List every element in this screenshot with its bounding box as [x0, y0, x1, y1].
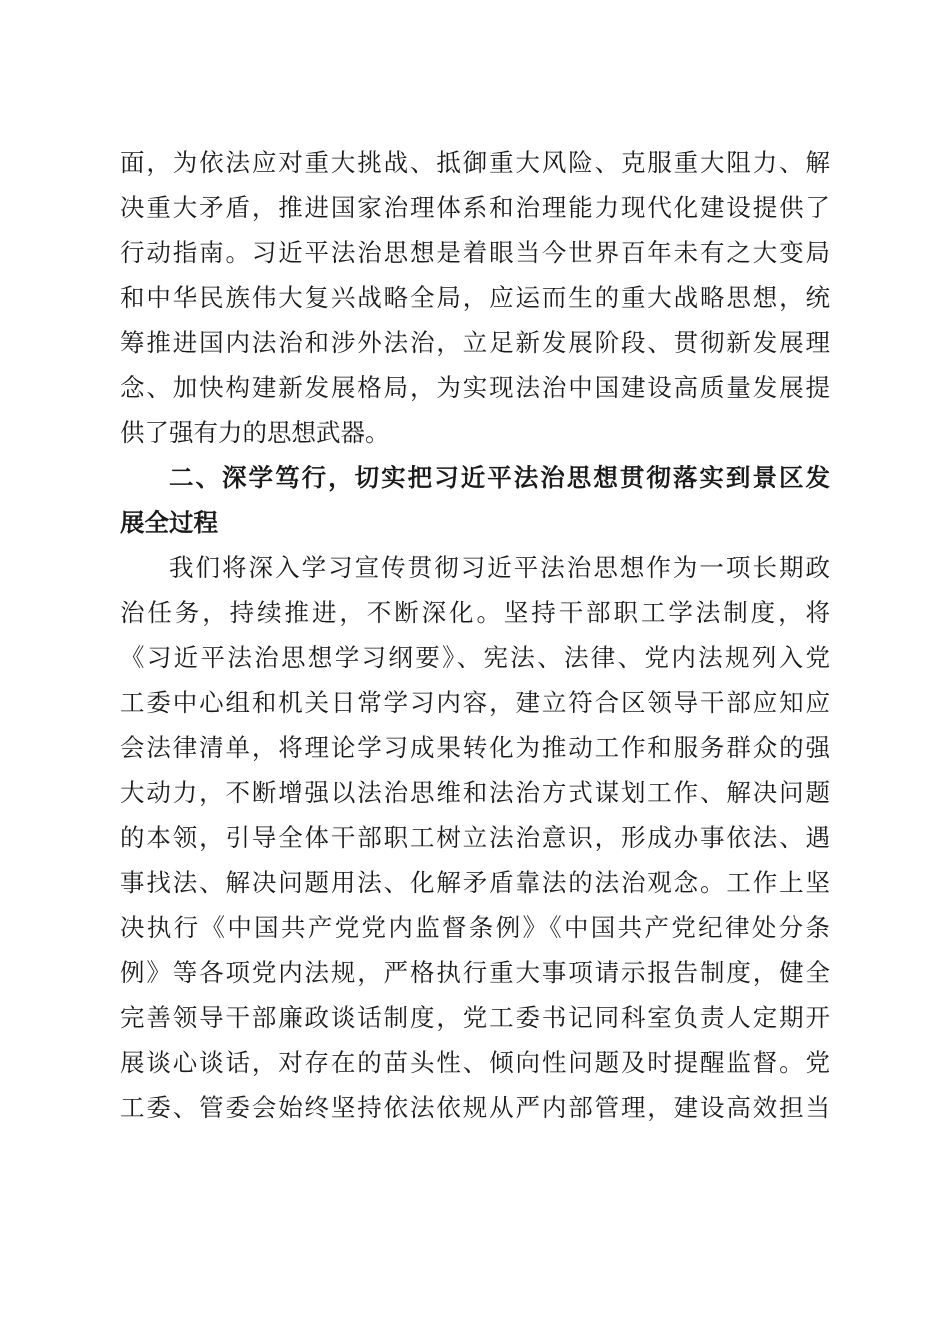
text-line: 决执行《中国共产党党内监督条例》《中国共产党纪律处分条	[120, 913, 830, 942]
text-line: 筹推进国内法治和涉外法治，立足新发展阶段、贯彻新发展理	[120, 328, 830, 357]
text-line: 完善领导干部廉政谈话制度，党工委书记同科室负责人定期开	[120, 1003, 830, 1032]
text-line: 供了强有力的思想武器。	[120, 418, 390, 447]
section-heading	[120, 455, 830, 545]
heading-line: 二、深学笃行，切实把习近平法治思想贯彻落实到景区发	[169, 463, 830, 492]
text-line: 的本领，引导全体干部职工树立法治意识，形成办事依法、遇	[120, 823, 830, 852]
paragraph-guidance	[120, 140, 830, 455]
text-line: 决重大矛盾，推进国家治理体系和治理能力现代化建设提供了	[120, 193, 830, 222]
text-line: 大动力，不断增强以法治思维和法治方式谋划工作、解决问题	[120, 778, 830, 807]
text-line: 念、加快构建新发展格局，为实现法治中国建设高质量发展提	[120, 373, 830, 402]
text-line: 《习近平法治思想学习纲要》、宪法、法律、党内法规列入党	[120, 643, 830, 672]
text-line: 会法律清单，将理论学习成果转化为推动工作和服务群众的强	[120, 733, 830, 762]
text-line: 和中华民族伟大复兴战略全局，应运而生的重大战略思想，统	[120, 283, 830, 312]
text-line: 治任务，持续推进，不断深化。坚持干部职工学法制度，将	[120, 598, 830, 627]
text-line: 事找法、解决问题用法、化解矛盾靠法的法治观念。工作上坚	[120, 868, 830, 897]
document-page	[120, 140, 830, 1130]
text-line: 面，为依法应对重大挑战、抵御重大风险、克服重大阻力、解	[120, 148, 830, 177]
paragraph-implementation	[120, 545, 830, 1130]
text-line: 行动指南。习近平法治思想是着眼当今世界百年未有之大变局	[120, 238, 830, 267]
heading-line: 展全过程	[120, 508, 218, 537]
text-line: 工委中心组和机关日常学习内容，建立符合区领导干部应知应	[120, 688, 830, 717]
text-line: 工委、管委会始终坚持依法依规从严内部管理，建设高效担当	[120, 1093, 830, 1122]
text-line: 例》等各项党内法规，严格执行重大事项请示报告制度，健全	[120, 958, 830, 987]
text-line: 我们将深入学习宣传贯彻习近平法治思想作为一项长期政	[169, 553, 830, 582]
text-line: 展谈心谈话，对存在的苗头性、倾向性问题及时提醒监督。党	[120, 1048, 830, 1077]
